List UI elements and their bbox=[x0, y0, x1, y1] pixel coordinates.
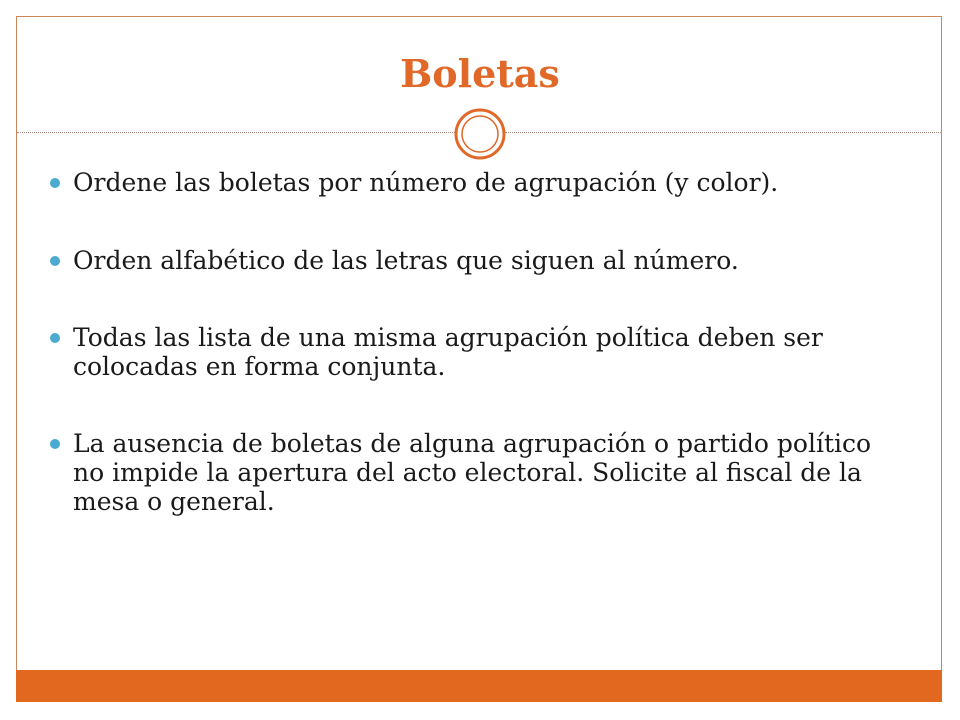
bullet-text: La ausencia de boletas de alguna agrupación o partido político no impide la apertura del acto electoral. Solicite al fiscal de la mesa o general. bbox=[73, 429, 872, 516]
circle-ornament-icon bbox=[453, 107, 507, 161]
title-divider-left bbox=[17, 132, 455, 133]
bullet-item bbox=[46, 246, 906, 275]
bullet-text: Todas las lista de una misma agrupación política deben ser colocadas en forma conjunta. bbox=[73, 323, 823, 381]
bullet-item bbox=[46, 323, 906, 381]
bullet-item bbox=[46, 168, 906, 197]
title-divider-right bbox=[505, 132, 941, 133]
bullet-text: Orden alfabético de las letras que siguen al número. bbox=[73, 246, 739, 275]
bullet-dot-icon bbox=[50, 333, 60, 343]
bottom-accent-bar bbox=[16, 670, 942, 702]
slide-title: Boletas bbox=[400, 51, 560, 96]
bullet-dot-icon bbox=[50, 439, 60, 449]
bullet-dot-icon bbox=[50, 256, 60, 266]
bullet-item bbox=[46, 429, 906, 516]
bullet-dot-icon bbox=[50, 178, 60, 188]
bullet-list bbox=[46, 168, 906, 516]
bullet-text: Ordene las boletas por número de agrupación (y color). bbox=[73, 168, 779, 197]
